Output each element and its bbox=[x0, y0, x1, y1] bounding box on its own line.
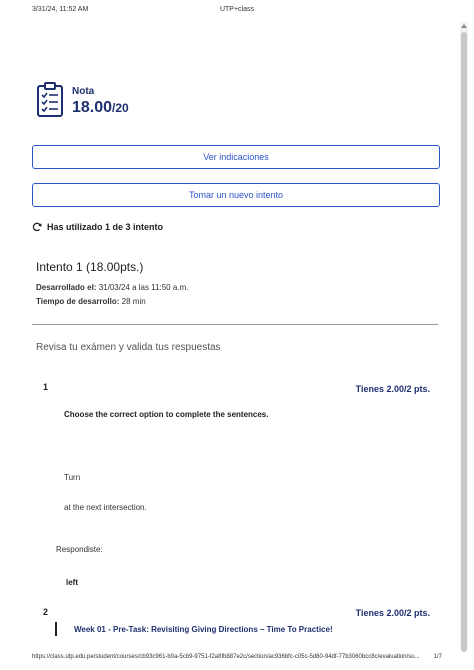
attempt-title: Intento 1 (18.00pts.) bbox=[36, 260, 144, 274]
print-footer bbox=[0, 654, 474, 664]
section-divider bbox=[32, 324, 438, 325]
sentence-part-after: at the next intersection. bbox=[64, 503, 147, 512]
scrollbar-thumb[interactable] bbox=[461, 32, 467, 652]
developed-value: 31/03/24 a las 11:50 a.m. bbox=[98, 283, 189, 292]
question-number: 1 bbox=[43, 382, 49, 392]
answered-label: Respondiste: bbox=[56, 545, 103, 554]
grade-total: /20 bbox=[112, 101, 129, 115]
grade-score: 18.00 bbox=[72, 99, 113, 116]
grade-label: Nota bbox=[72, 86, 95, 97]
print-date: 3/31/24, 11:52 AM bbox=[32, 6, 89, 13]
question-score: Tienes 2.00/2 pts. bbox=[355, 384, 430, 394]
sentence-part-before: Turn bbox=[64, 473, 81, 482]
view-instructions-button[interactable]: Ver indicaciones bbox=[32, 145, 440, 169]
question-number-next: 2 bbox=[43, 607, 49, 617]
developed-date bbox=[36, 283, 188, 292]
vertical-scrollbar[interactable] bbox=[460, 22, 468, 650]
print-page-number: 1/7 bbox=[433, 654, 442, 660]
time-label: Tiempo de desarrollo: bbox=[36, 297, 120, 306]
scroll-up-arrow-icon[interactable] bbox=[461, 24, 467, 28]
print-title: UTP+class bbox=[219, 6, 255, 13]
grade-value bbox=[72, 99, 129, 117]
lesson-marker bbox=[55, 622, 57, 636]
attempts-info bbox=[32, 222, 163, 232]
print-url: https://class.utp.edu.pe/student/courses/cb93c961-b0a-5cb9-9751-f2a8fb887e2c/section/ac936bfc-c05c-5d80-94df-77b3060bcc8c/evaluation/su... bbox=[32, 654, 420, 660]
answer-value: left bbox=[66, 578, 78, 587]
time-value: 28 min bbox=[121, 297, 146, 306]
lesson-title[interactable]: Week 01 - Pre-Task: Revisiting Giving Directions – Time To Practice! bbox=[74, 625, 333, 634]
question-score-next: Tienes 2.00/2 pts. bbox=[355, 608, 430, 618]
developed-label: Desarrollado el: bbox=[36, 283, 97, 292]
clipboard-checklist-icon bbox=[36, 82, 64, 118]
development-time bbox=[36, 297, 146, 306]
question-prompt: Choose the correct option to complete the sentences. bbox=[64, 410, 269, 419]
attempts-text: Has utilizado 1 de 3 intento bbox=[47, 222, 164, 232]
new-attempt-button[interactable]: Tomar un nuevo intento bbox=[32, 183, 440, 207]
review-heading: Revisa tu exámen y valida tus respuestas bbox=[36, 342, 221, 353]
print-header bbox=[0, 6, 474, 18]
refresh-icon bbox=[32, 222, 42, 232]
